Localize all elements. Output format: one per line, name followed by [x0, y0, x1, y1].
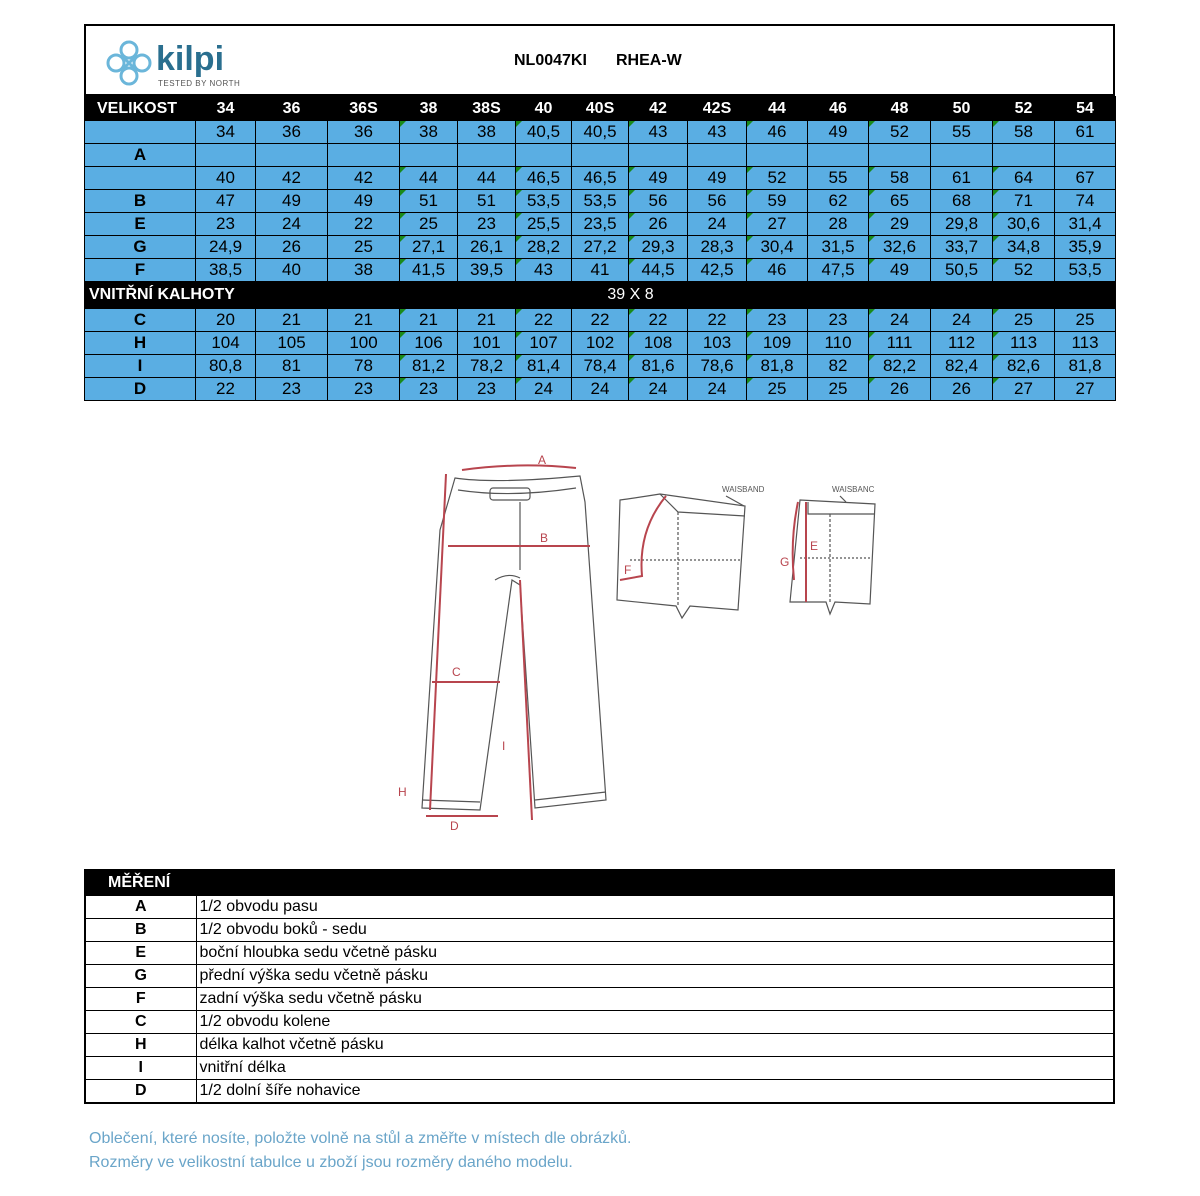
waistband-line: [458, 488, 576, 494]
inner-size-cell: 24: [516, 378, 572, 401]
inner-size-cell: 22: [516, 309, 572, 332]
side-view-2: [790, 500, 875, 614]
size-row-label: E: [85, 213, 196, 236]
size-cell: 30,4: [747, 236, 808, 259]
label-b: B: [540, 531, 549, 545]
size-cell: 56: [629, 190, 688, 213]
inner-size-cell: 21: [256, 309, 328, 332]
label-i: I: [502, 739, 506, 753]
size-cell: [400, 144, 458, 167]
size-row: [85, 190, 1116, 213]
size-cell: 25,5: [516, 213, 572, 236]
size-cell: 59: [747, 190, 808, 213]
inner-size-cell: 23: [328, 378, 400, 401]
size-cell: 47,5: [808, 259, 869, 282]
size-cell: 49: [869, 259, 931, 282]
size-header-label: VELIKOST: [85, 97, 196, 121]
measure-row: [85, 988, 1114, 1011]
size-cell: 46: [747, 121, 808, 144]
label-f: F: [624, 563, 632, 577]
size-header-cell: 36: [256, 97, 328, 121]
measure-header-row: [85, 870, 1114, 896]
inner-size-cell: 23: [256, 378, 328, 401]
inner-size-cell: 81,6: [629, 355, 688, 378]
inner-size-cell: 105: [256, 332, 328, 355]
measure-description: délka kalhot včetně pásku: [196, 1034, 1114, 1057]
measure-row: [85, 1034, 1114, 1057]
size-row: [85, 213, 1116, 236]
size-cell: 30,6: [993, 213, 1055, 236]
size-cell: 49: [256, 190, 328, 213]
size-cell: 40,5: [572, 121, 629, 144]
inner-size-cell: 23: [400, 378, 458, 401]
size-header-cell: 38S: [458, 97, 516, 121]
size-header-cell: 42: [629, 97, 688, 121]
inner-size-cell: 106: [400, 332, 458, 355]
inner-size-cell: 20: [196, 309, 256, 332]
size-row: [85, 144, 1116, 167]
inner-size-cell: 26: [869, 378, 931, 401]
size-cell: 71: [993, 190, 1055, 213]
measure-row: [85, 1080, 1114, 1104]
inner-size-cell: 113: [1055, 332, 1116, 355]
size-cell: 38: [328, 259, 400, 282]
size-cell: 24: [688, 213, 747, 236]
size-cell: [572, 144, 629, 167]
size-header-cell: 50: [931, 97, 993, 121]
size-cell: 46,5: [572, 167, 629, 190]
inner-size-cell: 27: [993, 378, 1055, 401]
size-row: [85, 236, 1116, 259]
inner-size-cell: 111: [869, 332, 931, 355]
inner-size-cell: 80,8: [196, 355, 256, 378]
size-cell: 62: [808, 190, 869, 213]
measure-description: vnitřní délka: [196, 1057, 1114, 1080]
size-header-cell: 44: [747, 97, 808, 121]
size-row-label: A: [85, 144, 196, 167]
measure-key: I: [85, 1057, 196, 1080]
size-row: [85, 259, 1116, 282]
size-header-cell: 48: [869, 97, 931, 121]
measurement-diagram: [380, 440, 900, 840]
inner-size-cell: 22: [629, 309, 688, 332]
measure-description: 1/2 obvodu kolene: [196, 1011, 1114, 1034]
size-cell: 58: [993, 121, 1055, 144]
inner-size-cell: 78,2: [458, 355, 516, 378]
size-cell: 28: [808, 213, 869, 236]
size-table: [84, 96, 1116, 401]
label-g: G: [780, 555, 790, 569]
size-cell: 44: [400, 167, 458, 190]
size-cell: 74: [1055, 190, 1116, 213]
inner-size-cell: 104: [196, 332, 256, 355]
size-cell: 29,8: [931, 213, 993, 236]
size-cell: 24,9: [196, 236, 256, 259]
measure-description: zadní výška sedu včetně pásku: [196, 988, 1114, 1011]
size-cell: 49: [629, 167, 688, 190]
size-header-cell: 38: [400, 97, 458, 121]
size-cell: 49: [688, 167, 747, 190]
pants-outline: [422, 476, 606, 810]
inner-size-cell: 81: [256, 355, 328, 378]
brand-name: kilpi: [156, 40, 225, 78]
size-cell: [256, 144, 328, 167]
size-cell: 36: [328, 121, 400, 144]
size-cell: 56: [688, 190, 747, 213]
size-cell: 42: [256, 167, 328, 190]
size-cell: [993, 144, 1055, 167]
inner-size-cell: 82,6: [993, 355, 1055, 378]
measure-key: F: [85, 988, 196, 1011]
inner-size-cell: 82,4: [931, 355, 993, 378]
knot-icon: [104, 38, 154, 88]
inner-size-cell: 78,4: [572, 355, 629, 378]
size-cell: 64: [993, 167, 1055, 190]
label-c: C: [452, 665, 461, 679]
size-cell: 25: [328, 236, 400, 259]
inner-size-cell: 24: [931, 309, 993, 332]
size-row-label: [85, 167, 196, 190]
measurement-legend-table: [84, 869, 1115, 1104]
size-cell: 28,3: [688, 236, 747, 259]
size-cell: [328, 144, 400, 167]
inner-size-cell: 100: [328, 332, 400, 355]
size-row-label: G: [85, 236, 196, 259]
inner-size-cell: 101: [458, 332, 516, 355]
measure-row: [85, 1011, 1114, 1034]
size-cell: 35,9: [1055, 236, 1116, 259]
size-header-cell: 34: [196, 97, 256, 121]
measure-a-line: [462, 465, 576, 470]
size-cell: 41,5: [400, 259, 458, 282]
label-a: A: [538, 453, 547, 467]
inner-size-cell: 26: [931, 378, 993, 401]
size-row: [85, 121, 1116, 144]
size-cell: 53,5: [572, 190, 629, 213]
measure-description: 1/2 obvodu pasu: [196, 896, 1114, 919]
size-cell: 46: [747, 259, 808, 282]
size-cell: 26,1: [458, 236, 516, 259]
note-line-1: Oblečení, které nosíte, položte volně na stůl a změřte v místech dle obrázků.: [89, 1130, 632, 1147]
product-name: RHEA-W: [616, 52, 682, 69]
inner-size-cell: 23: [747, 309, 808, 332]
inner-size-cell: 107: [516, 332, 572, 355]
measure-key: E: [85, 942, 196, 965]
inner-row-label: H: [85, 332, 196, 355]
size-cell: 31,4: [1055, 213, 1116, 236]
size-cell: 38: [400, 121, 458, 144]
inner-size-cell: 78: [328, 355, 400, 378]
size-cell: 23: [458, 213, 516, 236]
measure-description: 1/2 dolní šíře nohavice: [196, 1080, 1114, 1104]
size-cell: 42,5: [688, 259, 747, 282]
inner-size-cell: 24: [688, 378, 747, 401]
inner-size-cell: 25: [747, 378, 808, 401]
inner-size-cell: 102: [572, 332, 629, 355]
inner-row-label: C: [85, 309, 196, 332]
size-cell: 44,5: [629, 259, 688, 282]
inner-size-cell: 21: [328, 309, 400, 332]
inner-size-row: [85, 378, 1116, 401]
size-cell: 24: [256, 213, 328, 236]
size-cell: 27,2: [572, 236, 629, 259]
label-d: D: [450, 819, 459, 833]
inner-size-cell: 78,6: [688, 355, 747, 378]
inner-size-cell: 22: [572, 309, 629, 332]
size-cell: [516, 144, 572, 167]
inner-size-cell: 110: [808, 332, 869, 355]
size-cell: 23: [196, 213, 256, 236]
inner-size-cell: 23: [808, 309, 869, 332]
brand-tagline: TESTED BY NORTH: [158, 79, 241, 88]
measure-row: [85, 896, 1114, 919]
size-cell: 43: [688, 121, 747, 144]
inner-size-cell: 81,2: [400, 355, 458, 378]
measure-key: H: [85, 1034, 196, 1057]
size-cell: 51: [400, 190, 458, 213]
measure-row: [85, 919, 1114, 942]
size-header-cell: 40: [516, 97, 572, 121]
measure-description: boční hloubka sedu včetně pásku: [196, 942, 1114, 965]
measure-i-line: [520, 580, 532, 820]
size-cell: 31,5: [808, 236, 869, 259]
size-cell: 46,5: [516, 167, 572, 190]
inner-size-cell: 81,4: [516, 355, 572, 378]
measure-description: 1/2 obvodu boků - sedu: [196, 919, 1114, 942]
measure-row: [85, 965, 1114, 988]
measure-key: D: [85, 1080, 196, 1104]
size-header-cell: 52: [993, 97, 1055, 121]
size-cell: 27,1: [400, 236, 458, 259]
size-cell: 58: [869, 167, 931, 190]
size-cell: 52: [993, 259, 1055, 282]
size-cell: 67: [1055, 167, 1116, 190]
inner-size-row: [85, 355, 1116, 378]
inner-size-cell: 21: [400, 309, 458, 332]
size-cell: 51: [458, 190, 516, 213]
header-box: [84, 24, 1115, 96]
inner-size-cell: 82,2: [869, 355, 931, 378]
size-header-cell: 36S: [328, 97, 400, 121]
inner-size-cell: 24: [629, 378, 688, 401]
size-row-label: B: [85, 190, 196, 213]
size-cell: 49: [808, 121, 869, 144]
inner-size-cell: 112: [931, 332, 993, 355]
size-row-label: [85, 121, 196, 144]
inner-size-row: [85, 309, 1116, 332]
size-header-cell: 42S: [688, 97, 747, 121]
size-cell: 29,3: [629, 236, 688, 259]
size-cell: 42: [328, 167, 400, 190]
size-cell: 55: [808, 167, 869, 190]
inner-size-cell: 109: [747, 332, 808, 355]
size-cell: 61: [1055, 121, 1116, 144]
size-cell: [931, 144, 993, 167]
size-cell: 39,5: [458, 259, 516, 282]
label-h: H: [398, 785, 407, 799]
inner-size-cell: 81,8: [747, 355, 808, 378]
inner-size-cell: 25: [1055, 309, 1116, 332]
size-cell: [869, 144, 931, 167]
size-cell: 43: [629, 121, 688, 144]
size-cell: 61: [931, 167, 993, 190]
measure-key: A: [85, 896, 196, 919]
size-cell: 41: [572, 259, 629, 282]
measure-key: C: [85, 1011, 196, 1034]
measure-g-line: [793, 502, 798, 580]
size-cell: 50,5: [931, 259, 993, 282]
inner-row-label: I: [85, 355, 196, 378]
label-e: E: [810, 539, 819, 553]
size-cell: 53,5: [1055, 259, 1116, 282]
size-cell: 52: [869, 121, 931, 144]
size-cell: [196, 144, 256, 167]
size-cell: 47: [196, 190, 256, 213]
size-cell: 52: [747, 167, 808, 190]
inner-size-cell: 24: [572, 378, 629, 401]
size-cell: 40,5: [516, 121, 572, 144]
waistband-label-2: WAISBANC: [832, 485, 875, 494]
size-header-cell: 54: [1055, 97, 1116, 121]
size-cell: 22: [328, 213, 400, 236]
size-row: [85, 167, 1116, 190]
inner-size-row: [85, 332, 1116, 355]
size-cell: 53,5: [516, 190, 572, 213]
size-cell: [688, 144, 747, 167]
size-cell: 26: [629, 213, 688, 236]
inner-size-cell: 25: [993, 309, 1055, 332]
size-cell: 55: [931, 121, 993, 144]
inner-pants-label: VNITŘNÍ KALHOTY: [85, 282, 256, 309]
inner-pants-value: 39 X 8: [256, 282, 1116, 309]
inner-size-cell: 22: [688, 309, 747, 332]
inner-size-cell: 103: [688, 332, 747, 355]
size-cell: 40: [256, 259, 328, 282]
size-cell: [629, 144, 688, 167]
size-cell: [808, 144, 869, 167]
notes: [89, 1127, 632, 1175]
inner-size-cell: 27: [1055, 378, 1116, 401]
inner-pants-header-row: [85, 282, 1116, 309]
size-header-cell: 40S: [572, 97, 629, 121]
size-cell: 68: [931, 190, 993, 213]
inner-size-cell: 113: [993, 332, 1055, 355]
size-cell: 36: [256, 121, 328, 144]
inner-row-label: D: [85, 378, 196, 401]
inner-size-cell: 21: [458, 309, 516, 332]
size-cell: 26: [256, 236, 328, 259]
size-cell: 27: [747, 213, 808, 236]
measure-description: přední výška sedu včetně pásku: [196, 965, 1114, 988]
waistband-label-1: WAISBAND: [722, 485, 765, 494]
size-cell: 44: [458, 167, 516, 190]
size-cell: 28,2: [516, 236, 572, 259]
size-cell: 65: [869, 190, 931, 213]
size-cell: 38: [458, 121, 516, 144]
product-code: NL0047KI: [514, 52, 587, 69]
size-cell: 38,5: [196, 259, 256, 282]
inner-size-cell: 108: [629, 332, 688, 355]
size-header-row: [85, 97, 1116, 121]
measure-row: [85, 1057, 1114, 1080]
measure-row: [85, 942, 1114, 965]
size-cell: [747, 144, 808, 167]
inner-size-cell: 81,8: [1055, 355, 1116, 378]
size-cell: 29: [869, 213, 931, 236]
size-cell: [1055, 144, 1116, 167]
size-cell: 33,7: [931, 236, 993, 259]
note-line-2: Rozměry ve velikostní tabulce u zboží jsou rozměry daného modelu.: [89, 1154, 573, 1171]
size-cell: 49: [328, 190, 400, 213]
inner-size-cell: 22: [196, 378, 256, 401]
measure-key: G: [85, 965, 196, 988]
size-header-cell: 46: [808, 97, 869, 121]
inner-size-cell: 24: [869, 309, 931, 332]
size-cell: 32,6: [869, 236, 931, 259]
measure-key: B: [85, 919, 196, 942]
inner-size-cell: 23: [458, 378, 516, 401]
size-cell: 40: [196, 167, 256, 190]
measure-header: MĚŘENÍ: [85, 870, 1114, 896]
size-cell: 23,5: [572, 213, 629, 236]
size-cell: 34,8: [993, 236, 1055, 259]
inner-size-cell: 82: [808, 355, 869, 378]
inner-size-cell: 25: [808, 378, 869, 401]
size-cell: 34: [196, 121, 256, 144]
size-cell: [458, 144, 516, 167]
size-cell: 25: [400, 213, 458, 236]
size-cell: 43: [516, 259, 572, 282]
brand-logo: [104, 34, 244, 90]
size-row-label: F: [85, 259, 196, 282]
